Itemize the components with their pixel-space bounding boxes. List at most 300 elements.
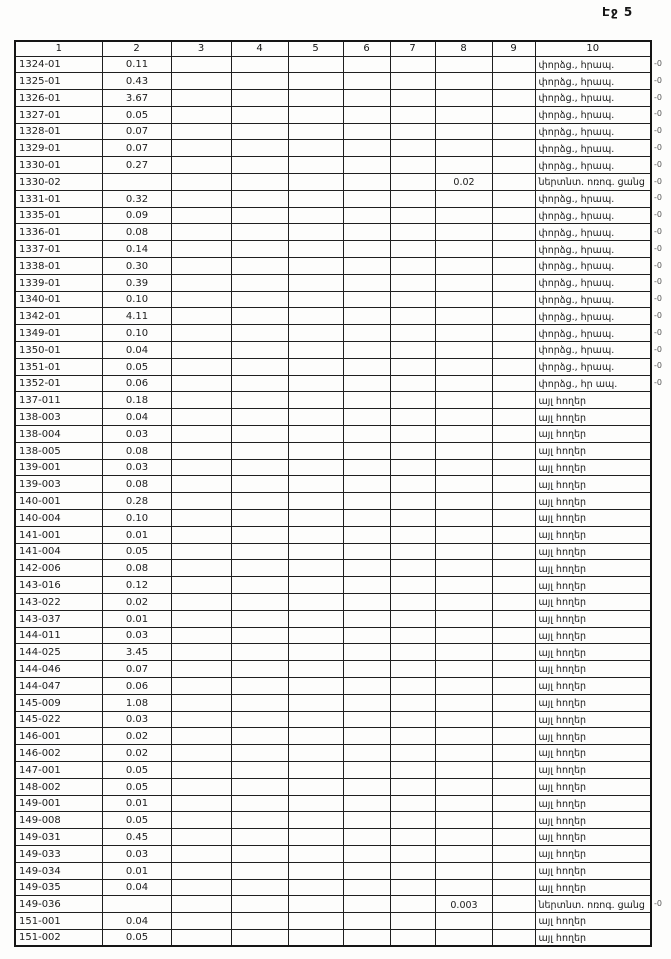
cell-col-4 [231, 812, 288, 829]
cell-col-4 [231, 207, 288, 224]
cell-col-6 [343, 896, 390, 913]
cell-col-1: 151-001 [15, 913, 102, 930]
cell-col-7 [390, 929, 435, 946]
cell-col-3 [171, 694, 231, 711]
cell-col-4 [231, 510, 288, 527]
cell-col-1: 148-002 [15, 778, 102, 795]
cell-col-9 [492, 258, 535, 275]
cell-col-9 [492, 73, 535, 90]
cell-col-8 [435, 845, 492, 862]
cell-col-5 [288, 342, 343, 359]
cell-col-8 [435, 661, 492, 678]
cell-col-8 [435, 190, 492, 207]
cell-col-4 [231, 594, 288, 611]
column-header-10: 10 [535, 41, 651, 56]
cell-col-8 [435, 677, 492, 694]
margin-annotation-mark: -0 [654, 59, 662, 68]
table-row [15, 829, 651, 846]
table-row [15, 123, 651, 140]
cell-col-5 [288, 644, 343, 661]
table-row [15, 291, 651, 308]
cell-col-10: փորձց., հրապ. [535, 358, 651, 375]
cell-col-9 [492, 459, 535, 476]
cell-col-3 [171, 409, 231, 426]
cell-col-10: այլ հողեր [535, 661, 651, 678]
cell-col-7 [390, 896, 435, 913]
cell-col-1: 149-001 [15, 795, 102, 812]
cell-col-10: այլ հողեր [535, 862, 651, 879]
table-row [15, 661, 651, 678]
cell-col-3 [171, 90, 231, 107]
cell-col-3 [171, 375, 231, 392]
cell-col-1: 143-022 [15, 594, 102, 611]
cell-col-8 [435, 778, 492, 795]
cell-col-4 [231, 342, 288, 359]
cell-col-7 [390, 224, 435, 241]
cell-col-7 [390, 829, 435, 846]
cell-col-7 [390, 291, 435, 308]
cell-col-10: այլ հողեր [535, 409, 651, 426]
cell-col-3 [171, 627, 231, 644]
cell-col-4 [231, 761, 288, 778]
cell-col-10: ներտնտ. ոռոգ. ցանց [535, 174, 651, 191]
cell-col-4 [231, 728, 288, 745]
cell-col-4 [231, 241, 288, 258]
cell-col-2: 0.05 [102, 761, 171, 778]
cell-col-8 [435, 325, 492, 342]
column-header-4: 4 [231, 41, 288, 56]
column-header-5: 5 [288, 41, 343, 56]
cell-col-7 [390, 761, 435, 778]
cell-col-10: այլ հողեր [535, 829, 651, 846]
cell-col-9 [492, 812, 535, 829]
cell-col-6 [343, 812, 390, 829]
cell-col-4 [231, 459, 288, 476]
cell-col-4 [231, 543, 288, 560]
cell-col-4 [231, 56, 288, 73]
cell-col-6 [343, 913, 390, 930]
cell-col-9 [492, 594, 535, 611]
cell-col-10: այլ հողեր [535, 577, 651, 594]
cell-col-9 [492, 426, 535, 443]
cell-col-8 [435, 812, 492, 829]
cell-col-8 [435, 711, 492, 728]
cell-col-4 [231, 90, 288, 107]
cell-col-10: փորձց., հրապ. [535, 224, 651, 241]
cell-col-6 [343, 375, 390, 392]
cell-col-1: 1328-01 [15, 123, 102, 140]
cell-col-10: փորձց., հրապ. [535, 157, 651, 174]
cell-col-8 [435, 913, 492, 930]
cell-col-8 [435, 493, 492, 510]
cell-col-1: 1350-01 [15, 342, 102, 359]
cell-col-5 [288, 274, 343, 291]
cell-col-6 [343, 845, 390, 862]
cell-col-2: 0.05 [102, 812, 171, 829]
cell-col-7 [390, 879, 435, 896]
cell-col-7 [390, 728, 435, 745]
cell-col-3 [171, 761, 231, 778]
cell-col-10: այլ հողեր [535, 627, 651, 644]
cell-col-6 [343, 174, 390, 191]
cell-col-9 [492, 174, 535, 191]
cell-col-4 [231, 476, 288, 493]
cell-col-2: 0.10 [102, 510, 171, 527]
cell-col-10: փորձց., հրապ. [535, 73, 651, 90]
cell-col-5 [288, 123, 343, 140]
cell-col-10: փորձց., հրապ. [535, 274, 651, 291]
cell-col-10: այլ հողեր [535, 644, 651, 661]
cell-col-1: 139-001 [15, 459, 102, 476]
cell-col-9 [492, 728, 535, 745]
cell-col-10: այլ հողեր [535, 795, 651, 812]
cell-col-10: այլ հողեր [535, 778, 651, 795]
cell-col-3 [171, 442, 231, 459]
cell-col-10: փորձց., հրապ. [535, 258, 651, 275]
cell-col-6 [343, 694, 390, 711]
cell-col-1: 149-035 [15, 879, 102, 896]
cell-col-8 [435, 207, 492, 224]
cell-col-8 [435, 73, 492, 90]
cell-col-6 [343, 56, 390, 73]
table-row [15, 73, 651, 90]
cell-col-3 [171, 493, 231, 510]
cell-col-5 [288, 241, 343, 258]
cell-col-8 [435, 342, 492, 359]
cell-col-6 [343, 745, 390, 762]
cell-col-3 [171, 459, 231, 476]
cell-col-7 [390, 174, 435, 191]
cell-col-9 [492, 308, 535, 325]
cell-col-8 [435, 123, 492, 140]
cell-col-2: 0.07 [102, 661, 171, 678]
cell-col-1: 149-031 [15, 829, 102, 846]
cell-col-10: այլ հողեր [535, 677, 651, 694]
cell-col-3 [171, 510, 231, 527]
cell-col-2: 0.06 [102, 375, 171, 392]
cell-col-5 [288, 459, 343, 476]
cell-col-8 [435, 459, 492, 476]
cell-col-2: 0.43 [102, 73, 171, 90]
cell-col-6 [343, 728, 390, 745]
cell-col-2: 0.02 [102, 594, 171, 611]
cell-col-9 [492, 896, 535, 913]
cell-col-5 [288, 224, 343, 241]
cell-col-2: 0.32 [102, 190, 171, 207]
cell-col-7 [390, 745, 435, 762]
cell-col-9 [492, 761, 535, 778]
table-row [15, 358, 651, 375]
cell-col-3 [171, 577, 231, 594]
cell-col-4 [231, 291, 288, 308]
cell-col-8 [435, 627, 492, 644]
cell-col-6 [343, 73, 390, 90]
cell-col-8 [435, 140, 492, 157]
margin-annotation-mark: -0 [654, 210, 662, 219]
cell-col-6 [343, 207, 390, 224]
cell-col-5 [288, 409, 343, 426]
cell-col-5 [288, 879, 343, 896]
cell-col-6 [343, 90, 390, 107]
cell-col-7 [390, 543, 435, 560]
cell-col-6 [343, 325, 390, 342]
cell-col-2: 0.03 [102, 627, 171, 644]
cell-col-5 [288, 291, 343, 308]
table-row [15, 694, 651, 711]
cell-col-2: 0.03 [102, 711, 171, 728]
table-row [15, 375, 651, 392]
cell-col-9 [492, 526, 535, 543]
cell-col-9 [492, 845, 535, 862]
cell-col-9 [492, 795, 535, 812]
cell-col-5 [288, 308, 343, 325]
cell-col-6 [343, 308, 390, 325]
cell-col-2: 0.05 [102, 778, 171, 795]
cell-col-2: 0.08 [102, 560, 171, 577]
cell-col-3 [171, 140, 231, 157]
cell-col-10: փորձց., հրապ. [535, 190, 651, 207]
cell-col-3 [171, 73, 231, 90]
table-row [15, 106, 651, 123]
cell-col-1: 138-004 [15, 426, 102, 443]
cell-col-8 [435, 90, 492, 107]
cell-col-7 [390, 409, 435, 426]
cell-col-1: 140-001 [15, 493, 102, 510]
table-row [15, 174, 651, 191]
cell-col-2: 0.28 [102, 493, 171, 510]
cell-col-2: 0.04 [102, 913, 171, 930]
margin-annotation-mark: -0 [654, 361, 662, 370]
cell-col-7 [390, 711, 435, 728]
cell-col-8: 0.02 [435, 174, 492, 191]
cell-col-2: 0.03 [102, 426, 171, 443]
cell-col-9 [492, 677, 535, 694]
table-row [15, 459, 651, 476]
cell-col-8 [435, 795, 492, 812]
cell-col-1: 143-037 [15, 610, 102, 627]
table-row [15, 677, 651, 694]
cell-col-8 [435, 610, 492, 627]
column-header-3: 3 [171, 41, 231, 56]
cell-col-3 [171, 174, 231, 191]
cell-col-5 [288, 929, 343, 946]
cell-col-3 [171, 325, 231, 342]
cell-col-10: փորձց., հրապ. [535, 90, 651, 107]
cell-col-1: 142-006 [15, 560, 102, 577]
cell-col-9 [492, 241, 535, 258]
table-row [15, 308, 651, 325]
cell-col-5 [288, 157, 343, 174]
cell-col-1: 144-011 [15, 627, 102, 644]
cell-col-6 [343, 190, 390, 207]
cell-col-2: 0.05 [102, 929, 171, 946]
cell-col-10: փորձց., հրապ. [535, 123, 651, 140]
cell-col-8 [435, 241, 492, 258]
cell-col-1: 1327-01 [15, 106, 102, 123]
cell-col-9 [492, 90, 535, 107]
cell-col-4 [231, 745, 288, 762]
cell-col-10: այլ հողեր [535, 594, 651, 611]
cell-col-2: 0.10 [102, 291, 171, 308]
cell-col-7 [390, 274, 435, 291]
cell-col-3 [171, 258, 231, 275]
cell-col-4 [231, 157, 288, 174]
cell-col-6 [343, 795, 390, 812]
cell-col-6 [343, 761, 390, 778]
cell-col-5 [288, 325, 343, 342]
table-row [15, 778, 651, 795]
table-row [15, 745, 651, 762]
cell-col-4 [231, 140, 288, 157]
cell-col-7 [390, 157, 435, 174]
cell-col-9 [492, 862, 535, 879]
cell-col-6 [343, 409, 390, 426]
cell-col-6 [343, 510, 390, 527]
margin-annotation-mark: -0 [654, 227, 662, 236]
table-row [15, 795, 651, 812]
cell-col-4 [231, 392, 288, 409]
cell-col-10: այլ հողեր [535, 426, 651, 443]
cell-col-8 [435, 258, 492, 275]
cell-col-2: 0.11 [102, 56, 171, 73]
table-row [15, 442, 651, 459]
cell-col-9 [492, 694, 535, 711]
cell-col-5 [288, 543, 343, 560]
cell-col-5 [288, 190, 343, 207]
cell-col-2: 0.07 [102, 140, 171, 157]
cell-col-6 [343, 291, 390, 308]
cell-col-3 [171, 795, 231, 812]
margin-annotation-mark: -0 [654, 345, 662, 354]
cell-col-10: այլ հողեր [535, 610, 651, 627]
cell-col-7 [390, 459, 435, 476]
cell-col-3 [171, 207, 231, 224]
cell-col-8 [435, 106, 492, 123]
cell-col-2: 0.01 [102, 526, 171, 543]
cell-col-7 [390, 795, 435, 812]
cell-col-1: 149-036 [15, 896, 102, 913]
cell-col-10: փորձց., հրապ. [535, 342, 651, 359]
cell-col-7 [390, 426, 435, 443]
cell-col-6 [343, 241, 390, 258]
cell-col-9 [492, 140, 535, 157]
cell-col-8 [435, 862, 492, 879]
cell-col-1: 1336-01 [15, 224, 102, 241]
cell-col-6 [343, 258, 390, 275]
cell-col-1: 147-001 [15, 761, 102, 778]
cell-col-8: 0.003 [435, 896, 492, 913]
cell-col-7 [390, 694, 435, 711]
cell-col-4 [231, 73, 288, 90]
cell-col-5 [288, 106, 343, 123]
table-row [15, 594, 651, 611]
cell-col-4 [231, 644, 288, 661]
cell-col-5 [288, 913, 343, 930]
cell-col-6 [343, 274, 390, 291]
cell-col-2: 0.45 [102, 829, 171, 846]
cell-col-7 [390, 661, 435, 678]
cell-col-2: 0.14 [102, 241, 171, 258]
margin-annotation-mark: -0 [654, 109, 662, 118]
cell-col-9 [492, 929, 535, 946]
cell-col-5 [288, 594, 343, 611]
cell-col-3 [171, 123, 231, 140]
cell-col-9 [492, 358, 535, 375]
cell-col-9 [492, 913, 535, 930]
cell-col-6 [343, 711, 390, 728]
cell-col-5 [288, 56, 343, 73]
cell-col-7 [390, 677, 435, 694]
cell-col-5 [288, 174, 343, 191]
cell-col-4 [231, 913, 288, 930]
table-row [15, 140, 651, 157]
cell-col-1: 139-003 [15, 476, 102, 493]
cell-col-9 [492, 106, 535, 123]
cell-col-7 [390, 913, 435, 930]
table-row [15, 426, 651, 443]
cell-col-3 [171, 594, 231, 611]
table-row [15, 560, 651, 577]
table-row [15, 392, 651, 409]
cell-col-3 [171, 913, 231, 930]
cell-col-2: 0.03 [102, 459, 171, 476]
cell-col-5 [288, 375, 343, 392]
cell-col-5 [288, 745, 343, 762]
cell-col-2: 0.10 [102, 325, 171, 342]
cell-col-7 [390, 778, 435, 795]
cell-col-8 [435, 728, 492, 745]
cell-col-3 [171, 812, 231, 829]
cell-col-5 [288, 728, 343, 745]
cell-col-7 [390, 526, 435, 543]
cell-col-7 [390, 258, 435, 275]
table-row [15, 274, 651, 291]
cell-col-1: 144-025 [15, 644, 102, 661]
table-row [15, 325, 651, 342]
cell-col-1: 151-002 [15, 929, 102, 946]
cell-col-8 [435, 291, 492, 308]
cell-col-7 [390, 358, 435, 375]
cell-col-5 [288, 761, 343, 778]
cell-col-3 [171, 358, 231, 375]
cell-col-2: 0.05 [102, 543, 171, 560]
cell-col-8 [435, 879, 492, 896]
table-row [15, 476, 651, 493]
cell-col-4 [231, 526, 288, 543]
cell-col-9 [492, 392, 535, 409]
cell-col-3 [171, 526, 231, 543]
table-row [15, 761, 651, 778]
cell-col-8 [435, 358, 492, 375]
cell-col-4 [231, 896, 288, 913]
cell-col-5 [288, 476, 343, 493]
cell-col-2: 0.30 [102, 258, 171, 275]
cell-col-7 [390, 845, 435, 862]
cell-col-10: այլ հողեր [535, 745, 651, 762]
cell-col-1: 146-001 [15, 728, 102, 745]
cell-col-9 [492, 123, 535, 140]
cell-col-2: 0.08 [102, 476, 171, 493]
cell-col-10: փորձց., հրապ. [535, 207, 651, 224]
cell-col-10: այլ հողեր [535, 913, 651, 930]
cell-col-4 [231, 493, 288, 510]
cell-col-3 [171, 829, 231, 846]
cell-col-5 [288, 610, 343, 627]
table-row [15, 526, 651, 543]
cell-col-6 [343, 661, 390, 678]
cell-col-7 [390, 644, 435, 661]
table-row [15, 56, 651, 73]
